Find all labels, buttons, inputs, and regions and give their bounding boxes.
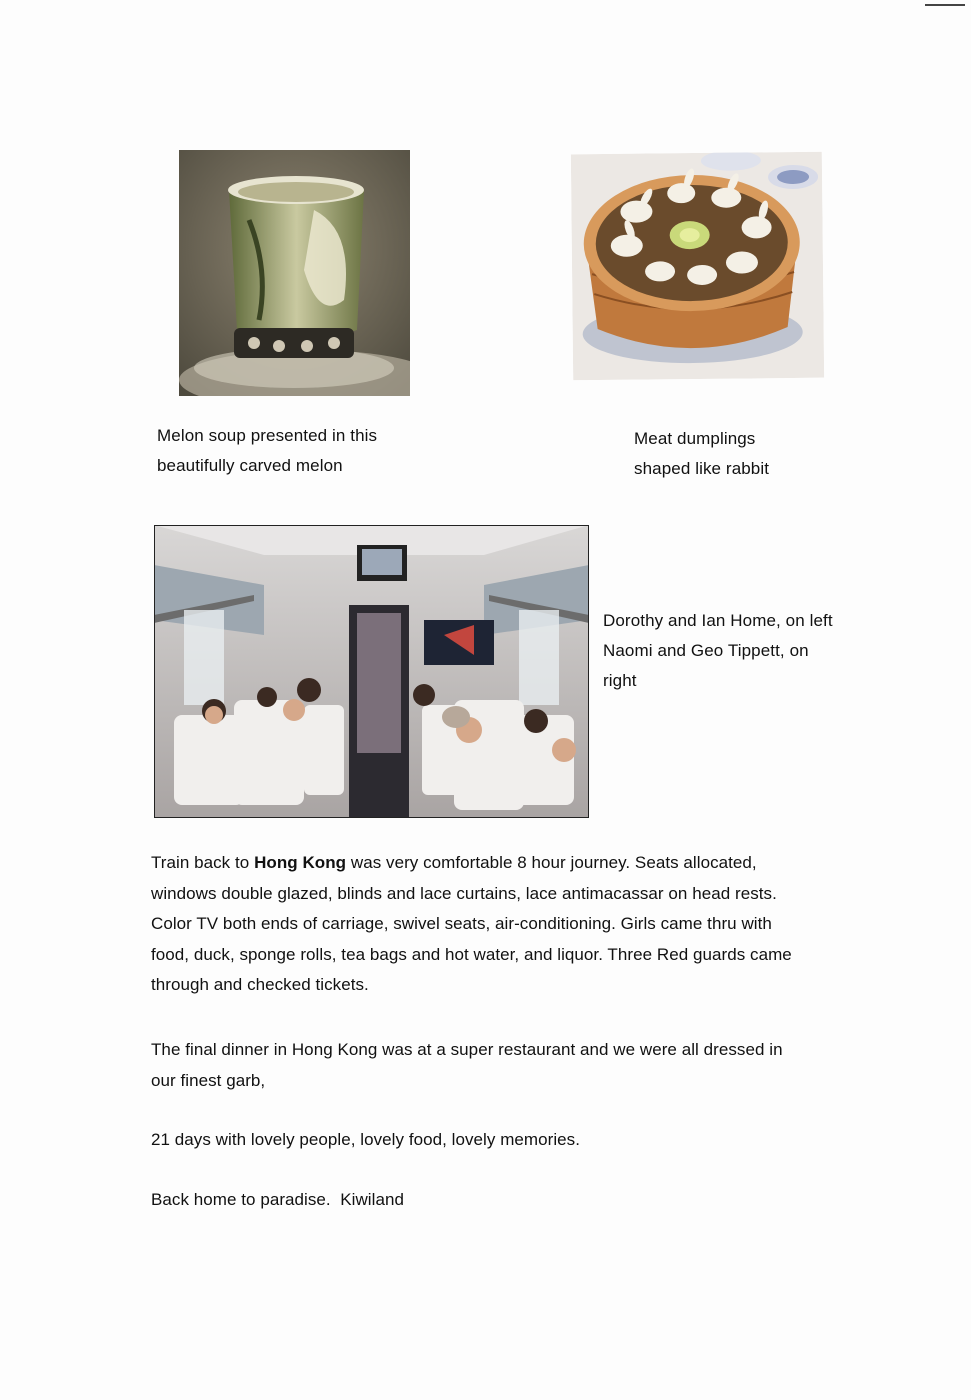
- caption-line: Meat dumplings: [634, 429, 756, 448]
- train-carriage-photo: [154, 525, 589, 818]
- paragraph-line: The final dinner in Hong Kong was at a super restaurant and we were all dressed in: [151, 1040, 783, 1059]
- melon-soup-caption: [157, 421, 437, 481]
- caption-line: Dorothy and Ian Home, on left: [603, 611, 833, 630]
- train-photo-caption: [603, 606, 903, 696]
- paragraph-line: through and checked tickets.: [151, 975, 369, 994]
- dumplings-caption: [634, 424, 834, 484]
- caption-line: Melon soup presented in this: [157, 426, 378, 445]
- paragraph-line: our finest garb,: [151, 1070, 266, 1090]
- caption-line: right: [603, 671, 637, 690]
- closing-paragraph: [151, 1185, 871, 1216]
- paragraph-line: Back home to paradise. Kiwiland: [151, 1190, 404, 1209]
- caption-line: shaped like rabbit: [634, 459, 770, 478]
- steamer-basket-illustration: [571, 152, 824, 381]
- paragraph-line: 21 days with lovely people, lovely food, lovely memories.: [151, 1130, 581, 1149]
- carved-melon-illustration: [179, 150, 410, 396]
- text-run: was very comfortable 8 hour journey. Seats allocated,: [346, 853, 757, 872]
- melon-soup-photo: [179, 150, 410, 396]
- train-journey-paragraph: [151, 848, 871, 1001]
- summary-paragraph: [151, 1125, 871, 1156]
- caption-line: beautifully carved melon: [157, 456, 343, 475]
- scan-edge-mark: [925, 4, 965, 6]
- paragraph-line: [151, 848, 871, 879]
- rabbit-dumplings-photo: [571, 152, 824, 381]
- paragraph-line: Color TV both ends of carriage, swivel seats, air-conditioning. Girls came thru with: [151, 914, 772, 933]
- caption-line: Naomi and Geo Tippett, on: [603, 641, 809, 660]
- train-interior-illustration: [154, 525, 589, 818]
- text-run: Train back to: [151, 853, 255, 872]
- paragraph-line: windows double glazed, blinds and lace curtains, lace antimacassar on head rests.: [151, 883, 777, 903]
- final-dinner-paragraph: [151, 1035, 871, 1096]
- hong-kong-bold: Hong Kong: [254, 853, 347, 872]
- paragraph-line: food, duck, sponge rolls, tea bags and hot water, and liquor. Three Red guards came: [151, 944, 792, 964]
